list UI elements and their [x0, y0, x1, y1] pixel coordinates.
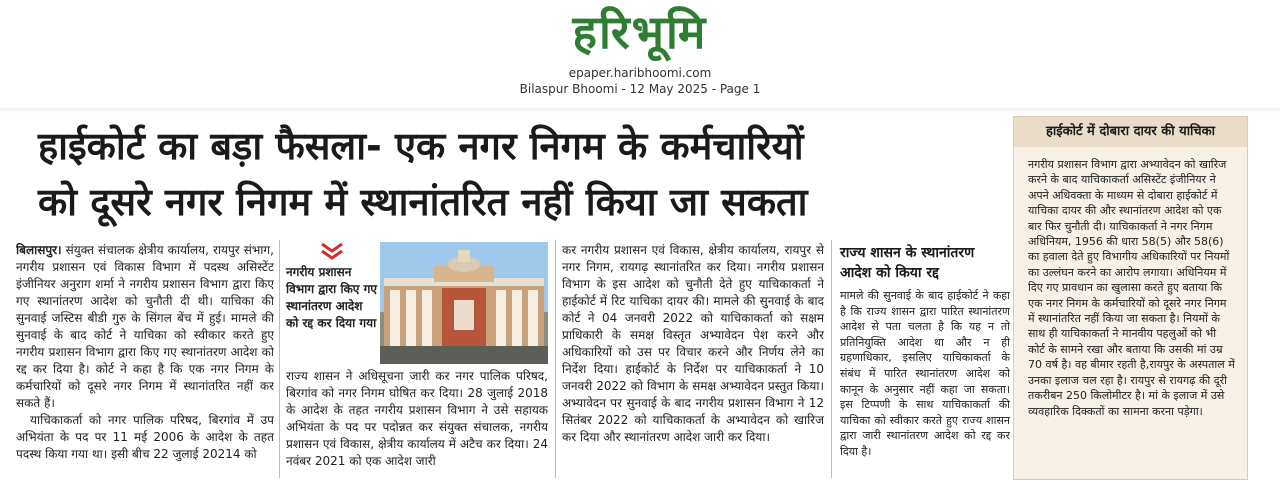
haribhoomi-logo: हरिभूमि [572, 5, 708, 59]
column-divider [279, 240, 280, 478]
article-column-2: राज्य शासन ने अधिसूचना जारी कर नगर पालिक परिषद, बिरगांव को नगर निगम घोषित कर दिया। 28 जुलाई 2018 के आदेश के तहत नगरीय प्रशासन विभाग ने उसे सहायक अभियंता के पद पर पदोन्नत कर संयुक्त संचालक, नगरीय प्रशासन एवं विकास, क्षेत्रीय कार्यालय में अटैच कर दिया। 24 नवंबर 2021 को एक आदेश जारी [286, 369, 548, 468]
sidebar-title: हाईकोर्ट में दोबारा दायर की याचिका [1014, 117, 1247, 147]
column-1-text-1: संयुक्त संचालक क्षेत्रीय कार्यालय, रायपुर संभाग, नगरीय प्रशासन एवं विकास विभाग में पदस्थ असिस्टेंट इंजीनियर अनुराग शर्मा ने नगरीय प्रशासन विभाग द्वारा किए गए स्थानांतरण आदेश को चुनौती दी थी। याचिका की सुनवाई जस्टिस बीडी गुरु के सिंगल बेंच में हुई। मामले की सुनवाई के बाद कोर्ट ने याचिका को स्वीकार करते हुए नगरीय प्रशासन विभाग द्वारा किए गए स्थानांतरण आदेश को रद्द कर दिया है। कोर्ट ने कहा है कि एक नगर निगम के कर्मचारियों को दूसरे नगर निगम में स्थानांतरित नहीं कर सकते हैं। [16, 243, 274, 410]
column-divider [831, 240, 832, 478]
photo-callout: नगरीय प्रशासन विभाग द्वारा किए गए स्थानांतरण आदेश को रद्द कर दिया गया [286, 265, 377, 330]
edition-info: Bilaspur Bhoomi - 12 May 2025 - Page 1 [519, 82, 761, 96]
masthead [0, 0, 1280, 110]
column-1-para-2: याचिकाकर्ता को नगर पालिक परिषद, बिरगांव में उप अभियंता के पद पर 11 मई 2006 के आदेश के तहत पदस्थ किया गया था। इसी बीच 22 जुलाई 20214 को [16, 413, 274, 461]
column-4-subhead: राज्य शासन के स्थानांतरण आदेश को किया रद्द [840, 245, 975, 281]
site-url: epaper.haribhoomi.com [568, 66, 712, 80]
column-divider [555, 240, 556, 478]
article-column-1 [16, 242, 274, 482]
column-1-para-1 [16, 242, 274, 412]
high-court-photo [380, 242, 548, 364]
sidebar-body: नगरीय प्रशासन विभाग द्वारा अभ्यावेदन को खारिज करने के बाद याचिकाकर्ता असिस्टेंट इंजीनियर ने अपने अधिवक्ता के माध्यम से दोबारा हाईकोर्ट में याचिका दायर की और स्थानांतरण आदेश को एक बार फिर चुनौती दी। याचिकाकर्ता ने नगर निगम अधिनियम, 1956 की धारा 58(5) और 58(6) का हवाला देते हुए विभागीय अधिकारियों पर नियमों का उल्लंघन करने का आरोप लगाया। अधिनियम में दिए गए प्रावधान का खुलासा करते हुए बताया कि एक नगर निगम के कर्मचारियों को दूसरे नगर निगम में स्थानांतरित नहीं किया जा सकता है। नियमों के साथ ही याचिकाकर्ता ने मानवीय पहलुओं को भी कोर्ट के सामने रखा और बताया कि उसकी मां उम्र 70 वर्ष है। वह बीमार रहती है,रायपुर के अस्पताल में उनका इलाज चल रहा है। रायपुर से रायगढ़ की दूरी तकरीबन 250 किलोमीटर है। मां के इलाज में उसे व्यवहारिक दिक्कतों का सामना करना पड़ेगा। [1028, 158, 1235, 418]
article-column-4: मामले की सुनवाई के बाद हाईकोर्ट ने कहा है कि राज्य शासन द्वारा पारित स्थानांतरण आदेश से पता चलता है कि यह न तो प्रतिनियुक्ति आदेश था और न ही ग्रहणाधिकार, इसलिए याचिकाकर्ता के संबंध में पारित स्थानांतरण आदेश को कानून के अनुसार नहीं कहा जा सकता। इस टिप्पणी के साथ याचिकाकर्ता की याचिका को स्वीकार करते हुए राज्य शासन द्वारा जारी स्थानांतरण आदेश को रद्द कर दिया है। [840, 289, 1010, 458]
headline [38, 118, 998, 230]
sidebar-box [1013, 116, 1248, 480]
headline-line-2: को दूसरे नगर निगम में स्थानांतरित नहीं किया जा सकता [38, 180, 808, 224]
dateline: बिलासपुर। [16, 243, 62, 257]
scan-edge [0, 108, 1280, 114]
chevron-down-icon [320, 242, 344, 260]
article-column-3: कर नगरीय प्रशासन एवं विकास, क्षेत्रीय कार्यालय, रायपुर से नगर निगम, रायगढ़ स्थानांतरित कर दिया। नगरीय प्रशासन विभाग के इस आदेश को चुनौती देते हुए याचिकाकर्ता ने हाईकोर्ट में रिट याचिका दायर की। मामले की सुनवाई के बाद कोर्ट ने 04 जनवरी 2022 को याचिकाकर्ता को सक्षम प्राधिकारी के समक्ष विस्तृत अभ्यावेदन पेश करने और अधिकारियों को उस पर विचार करने और निर्णय लेने का निर्देश दिया। हाईकोर्ट के निर्देश पर याचिकाकर्ता ने 10 जनवरी 2022 को विभाग के समक्ष अभ्यावेदन प्रस्तुत किया। अभ्यावेदन पर सुनवाई के बाद नगरीय प्रशासन विभाग ने 12 सितंबर 2022 को याचिकाकर्ता के अभ्यावेदन को खारिज कर दिया और स्थानांतरण आदेश जारी कर दिया। [562, 243, 824, 444]
headline-line-1: हाईकोर्ट का बड़ा फैसला- एक नगर निगम के कर्मचारियों [38, 124, 804, 168]
